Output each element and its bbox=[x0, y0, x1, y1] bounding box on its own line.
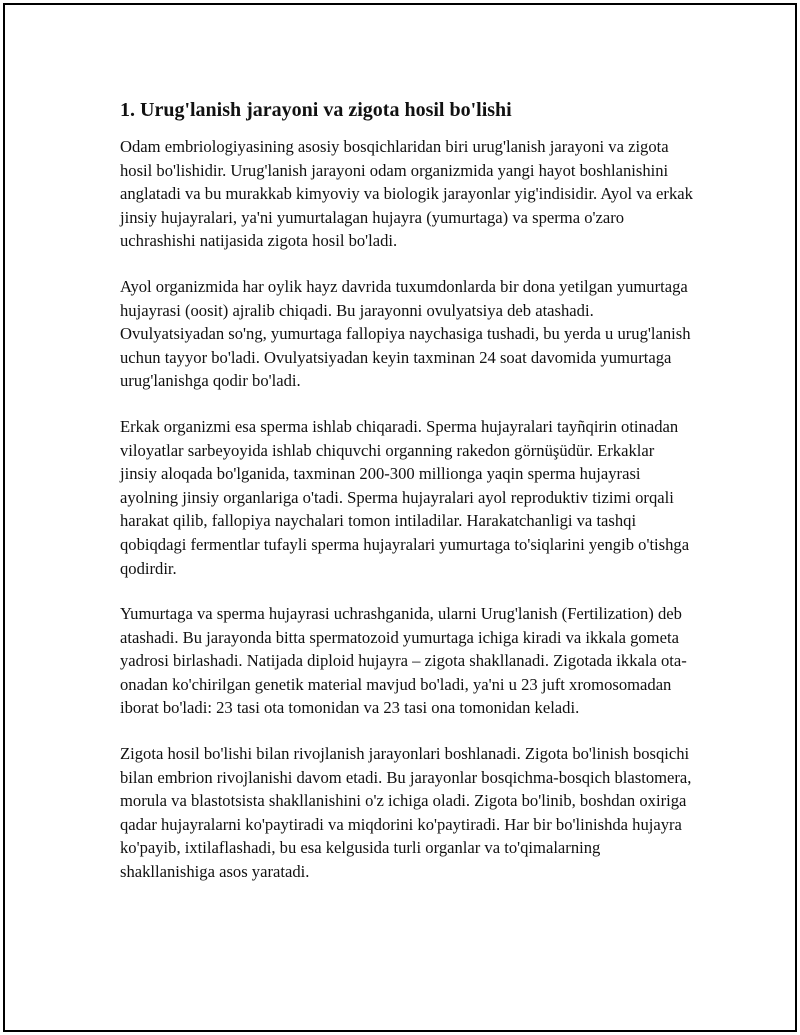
paragraph-2: Ayol organizmida har oylik hayz davrida tuxumdonlarda bir dona yetilgan yumurtaga hujayrasi (oosit) ajralib chiqadi. Bu jarayonni ovulyatsiya deb atashadi. Ovulyatsiyadan so'ng, yumurtaga fallopiya naychasiga tushadi, bu yerda u urug'lanish uchun tayyor bo'ladi. Ovulyatsiyadan keyin taxminan 24 soat davomida yumurtaga urug'lanishga qodir bo'ladi. bbox=[120, 276, 691, 391]
paragraph-5: Zigota hosil bo'lishi bilan rivojlanish jarayonlari boshlanadi. Zigota bo'linish bosqichi bilan embrion rivojlanishi davom etadi. Bu jarayonlar bosqichma-bosqich blastomera, morula va blastotsista shakllanishini o'z ichiga oladi. Zigota bo'linib, boshdan oxiriga qadar hujayralarni ko'paytiradi va miqdorini ko'paytiradi. Har bir bo'linishda hujayra ko'payib, ixtilaflashadi, bu esa kelgusida turli organlar va to'qimalarning shakllanishiga asos yaratadi. bbox=[120, 744, 692, 882]
document-content bbox=[120, 97, 695, 906]
paragraph-1: Odam embriologiyasining asosiy bosqichlaridan biri urug'lanish jarayoni va zigota hosil bo'lishidir. Urug'lanish jarayoni odam organizmida yangi hayot boshlanishini anglatadi va bu murakkab kimyoviy va biologik jarayonlar yig'indisidir. Ayol va erkak jinsiy hujayralari, ya'ni yumurtalagan hujayra (yumurtaga) va sperma o'zaro uchrashishi natijasida zigota hosil bo'ladi. bbox=[120, 137, 693, 251]
paragraph-3: Erkak organizmi esa sperma ishlab chiqaradi. Sperma hujayralari tayñqirin otinadan viloyatlar sarbeyoyida ishlab chiquvchi organning rakedon görnüşüdür. Erkaklar jinsiy aloqada bo'lganida, taxminan 200-300 millionga yaqin sperma hujayrasi ayolning jinsiy organlariga o'tadi. Sperma hujayralari ayol reproduktiv tizimi orqali harakat qilib, fallopiya naychalari tomon intiladilar. Harakatchanligi va tashqi qobiqdagi fermentlar tufayli sperma hujayralari yumurtaga to'siqlarini yengib o'tishga qodirdir. bbox=[120, 416, 690, 578]
paragraph-4: Yumurtaga va sperma hujayrasi uchrashganida, ularni Urug'lanish (Fertilization) deb atashadi. Bu jarayonda bitta spermatozoid yumurtaga ichiga kiradi va ikkala gometa yadrosi birlashadi. Natijada diploid hujayra – zigota shakllanadi. Zigotada ikkala ota-onadan ko'chirilgan genetik material mavjud bo'ladi, ya'ni u 23 juft xromosomadan iborat bo'ladi: 23 tasi ota tomonidan va 23 tasi ona tomonidan keladi. bbox=[120, 604, 687, 718]
section-heading: 1. Urug'lanish jarayoni va zigota hosil bo'lishi bbox=[120, 99, 512, 121]
document-page bbox=[3, 3, 797, 1032]
